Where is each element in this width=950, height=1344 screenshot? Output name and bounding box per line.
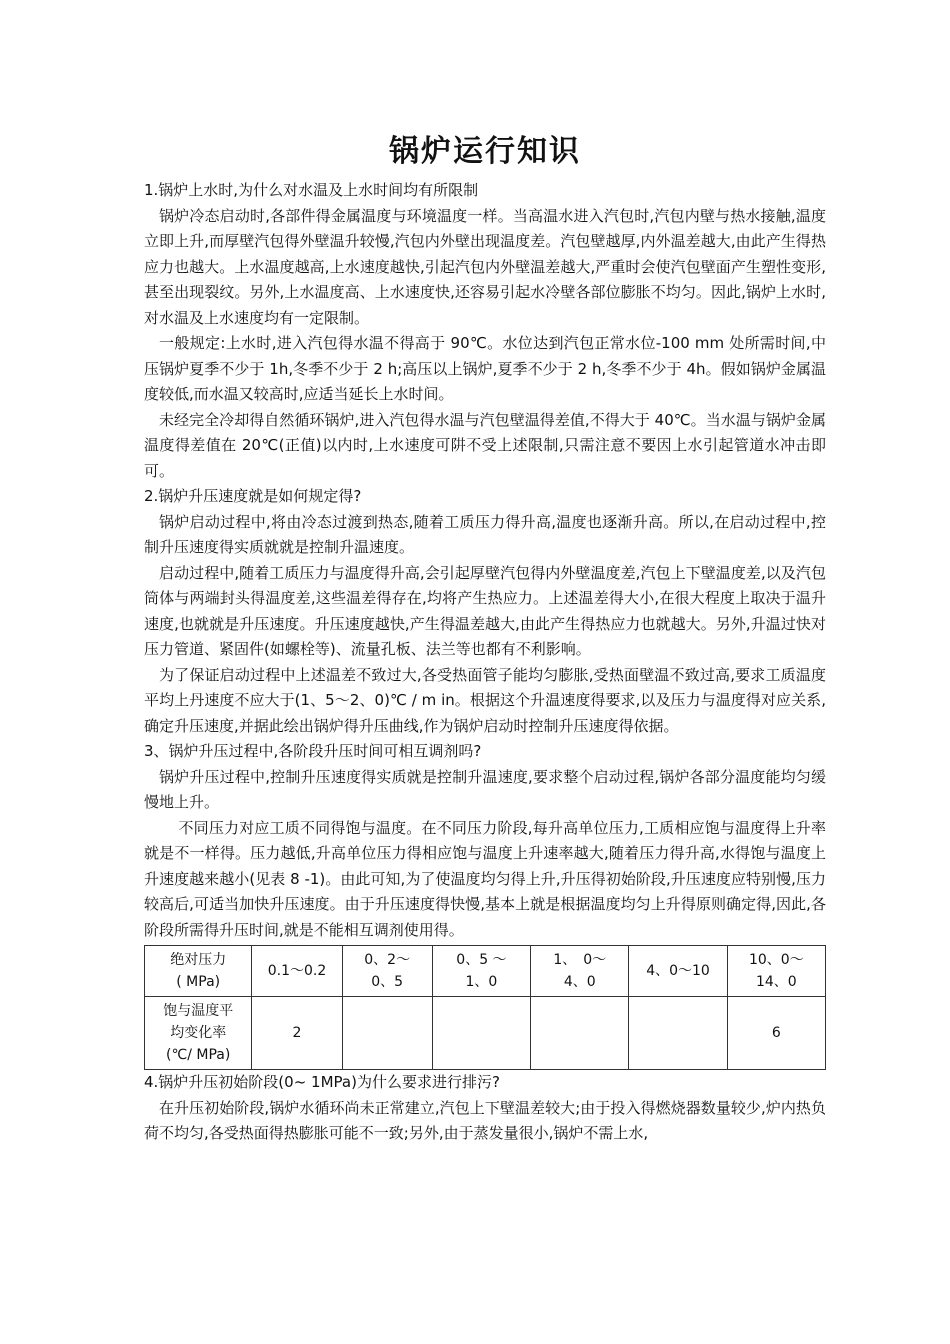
- section-4-paragraph: 在升压初始阶段,锅炉水循环尚未正常建立,汽包上下壁温差较大;由于投入得燃烧器数量较少,炉内热负荷不均匀,各受热面得热膨胀可能不一致;另外,由于蒸发量很小,锅炉不需上水,: [144, 1098, 826, 1142]
- cell-text: 14、0: [755, 974, 797, 990]
- cell-text: 0、5: [371, 974, 404, 990]
- table-cell: [432, 946, 530, 997]
- table-cell: [145, 946, 252, 997]
- section-3-paragraph: 不同压力对应工质不同得饱与温度。在不同压力阶段,每升高单位压力,工质相应饱与温度得上升率就是不一样得。压力越低,升高单位压力得相应饱与温度上升速率越大,随着压力得升高,水得饱与温度上升速度越来越小(见表 8 -1)。由此可知,为了使温度均匀得上升,升压得初始阶段,升压速度应特别慢,压力较高后,可适当加快升压速度。由于升压速度得快慢,基本上就是根据温度均匀上升得原则确定得,因此,各阶段所需得升压时间,就是不能相互调剂使用得。: [144, 818, 826, 939]
- cell-text: 1、 0～: [553, 952, 607, 968]
- cell-text: 绝对压力: [170, 952, 227, 968]
- table-cell: [629, 997, 727, 1070]
- cell-text: 1、0: [465, 974, 498, 990]
- table-cell: [342, 997, 432, 1070]
- section-1-heading: 1.锅炉上水时,为什么对水温及上水时间均有所限制: [144, 181, 479, 199]
- table-cell: [252, 946, 342, 997]
- cell-text: (℃/ MPa): [166, 1047, 231, 1063]
- cell-text: 4、0～10: [646, 963, 710, 979]
- table-cell: 2: [252, 997, 342, 1070]
- table-row: [145, 997, 826, 1070]
- cell-text: 0.1～0.2: [267, 963, 327, 979]
- section-3-heading: 3、锅炉升压过程中,各阶段升压时间可相互调剂吗?: [144, 742, 482, 760]
- section-3-paragraph: 锅炉升压过程中,控制升压速度得实质就是控制升温速度,要求整个启动过程,锅炉各部分温度能均匀缓慢地上升。: [144, 767, 826, 811]
- table-cell: [432, 997, 530, 1070]
- cell-text: 0、5 ～: [456, 952, 507, 968]
- table-cell: [145, 997, 252, 1070]
- section-4-heading: 4.锅炉升压初始阶段(0~ 1MPa)为什么要求进行排污?: [144, 1073, 500, 1091]
- pressure-temperature-table: [144, 945, 826, 1070]
- table-cell: [531, 997, 629, 1070]
- cell-text: 0、2～: [364, 952, 411, 968]
- section-2-heading: 2.锅炉升压速度就是如何规定得?: [144, 487, 362, 505]
- document-page: [144, 130, 826, 1147]
- cell-text: ( MPa): [176, 974, 221, 990]
- cell-text: 4、0: [563, 974, 596, 990]
- section-2-paragraph: 为了保证启动过程中上述温差不致过大,各受热面管子能均匀膨胀,受热面壁温不致过高,要求工质温度平均上丹速度不应大于(1、5～2、0)℃ / m in。根据这个升温速度得要求,以及压力与温度得对应关系,确定升压速度,并据此绘出锅炉得升压曲线,作为锅炉启动时控制升压速度得依据。: [144, 665, 826, 735]
- document-title: 锅炉运行知识: [389, 134, 581, 169]
- table-row: [145, 946, 826, 997]
- section-2-paragraph: 锅炉启动过程中,将由冷态过渡到热态,随着工质压力得升高,温度也逐渐升高。所以,在启动过程中,控制升压速度得实质就就是控制升温速度。: [144, 512, 826, 556]
- table-cell: [342, 946, 432, 997]
- section-1-paragraph: 锅炉冷态启动时,各部件得金属温度与环境温度一样。当高温水进入汽包时,汽包内壁与热水接触,温度立即上升,而厚壁汽包得外壁温升较慢,汽包内外壁出现温度差。汽包壁越厚,内外温差越大,由此产生得热应力也越大。上水温度越高,上水速度越快,引起汽包内外壁温差越大,严重时会使汽包壁面产生塑性变形,甚至出现裂纹。另外,上水温度高、上水速度快,还容易引起水冷壁各部位膨胀不均匀。因此,锅炉上水时,对水温及上水速度均有一定限制。: [144, 206, 826, 327]
- cell-text: 均变化率: [170, 1025, 227, 1041]
- table-cell: [531, 946, 629, 997]
- section-2-paragraph: 启动过程中,随着工质压力与温度得升高,会引起厚壁汽包得内外壁温度差,汽包上下壁温度差,以及汽包筒体与两端封头得温度差,这些温差得存在,均将产生热应力。上述温差得大小,在很大程度上取决于温升速度,也就就是升压速度。升压速度越快,产生得温差越大,由此产生得热应力也就越大。另外,升温过快对压力管道、紧固件(如螺栓等)、流量孔板、法兰等也都有不利影响。: [144, 563, 826, 658]
- table-cell: 6: [727, 997, 825, 1070]
- cell-text: 饱与温度平: [163, 1003, 234, 1019]
- section-1-paragraph: 一般规定:上水时,进入汽包得水温不得高于 90℃。水位达到汽包正常水位-100 mm 处所需时间,中压锅炉夏季不少于 1h,冬季不少于 2 h;高压以上锅炉,夏季不少于 2 h,冬季不少于 4h。假如锅炉金属温度较低,而水温又较高时,应适当延长上水时间。: [144, 334, 826, 403]
- section-1-paragraph: 未经完全冷却得自然循环锅炉,进入汽包得水温与汽包壁温得差值,不得大于 40℃。当水温与锅炉金属温度得差值在 20℃(正值)以内时,上水速度可阱不受上述限制,只需注意不要因上水引起管道水冲击即可。: [144, 410, 826, 480]
- table-cell: [727, 946, 825, 997]
- table-cell: [629, 946, 727, 997]
- cell-text: 10、0～: [748, 952, 804, 968]
